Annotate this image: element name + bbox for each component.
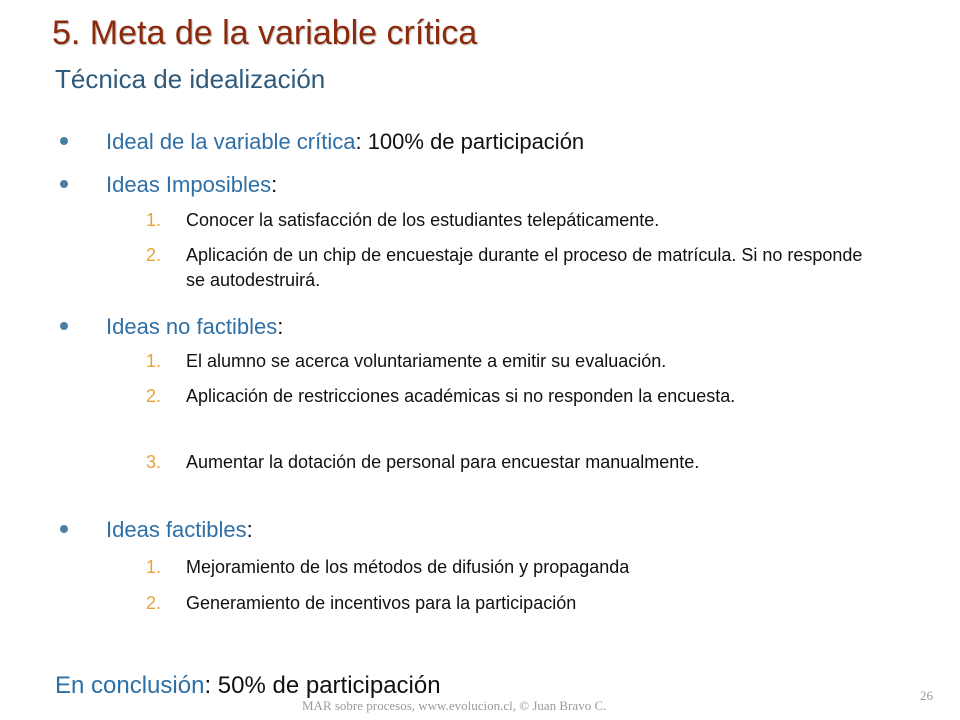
bullet-rest: : 100% de participación — [355, 129, 585, 154]
list-item — [146, 349, 866, 374]
bullet-rest: : — [246, 517, 253, 542]
item-text: Aumentar la dotación de personal para encuestar manualmente. — [186, 452, 700, 472]
bullet-heading: Ideas no factibles — [106, 314, 278, 339]
item-text: Conocer la satisfacción de los estudiantes telepáticamente. — [186, 210, 660, 230]
conclusion-heading: En conclusión — [55, 672, 205, 699]
item-text: Generamiento de incentivos para la participación — [186, 593, 577, 613]
bullet-ideal — [60, 128, 584, 156]
item-text: Aplicación de un chip de encuestaje durante el proceso de matrícula. Si no responde se autodestruirá. — [186, 245, 863, 290]
conclusion — [55, 671, 441, 701]
bullet-dot-icon — [60, 137, 68, 145]
list-item — [146, 384, 866, 409]
bullet-dot-icon — [60, 180, 68, 188]
item-number: 2. — [146, 245, 162, 265]
list-item — [146, 555, 866, 580]
page-number: 26 — [920, 688, 933, 703]
bullet-ideas-no-factibles — [60, 313, 283, 341]
item-number: 1. — [146, 210, 162, 230]
item-text: Mejoramiento de los métodos de difusión y propaganda — [186, 557, 630, 577]
conclusion-rest: : 50% de participación — [204, 672, 441, 699]
item-text: Aplicación de restricciones académicas si no responden la encuesta. — [186, 386, 736, 406]
list-item — [146, 450, 866, 475]
slide-subtitle: Técnica de idealización — [55, 64, 326, 94]
list-item — [146, 243, 866, 293]
bullet-heading: Ideal de la variable crítica — [106, 129, 356, 154]
bullet-ideas-imposibles — [60, 171, 277, 199]
bullet-dot-icon — [60, 322, 68, 330]
item-number: 2. — [146, 593, 162, 613]
list-item — [146, 591, 866, 616]
item-number: 2. — [146, 386, 162, 406]
slide-title: 5. Meta de la variable crítica — [52, 14, 478, 52]
bullet-heading: Ideas factibles — [106, 517, 247, 542]
item-number: 1. — [146, 351, 162, 371]
bullet-heading: Ideas Imposibles — [106, 172, 272, 197]
bullet-rest: : — [271, 172, 278, 197]
list-item — [146, 208, 866, 233]
item-text: El alumno se acerca voluntariamente a emitir su evaluación. — [186, 351, 667, 371]
bullet-ideas-factibles — [60, 516, 253, 544]
footer-credit: MAR sobre procesos, www.evolucion.cl, © Juan Bravo C. — [302, 698, 607, 713]
item-number: 1. — [146, 557, 162, 577]
bullet-dot-icon — [60, 525, 68, 533]
bullet-rest: : — [277, 314, 284, 339]
item-number: 3. — [146, 452, 162, 472]
